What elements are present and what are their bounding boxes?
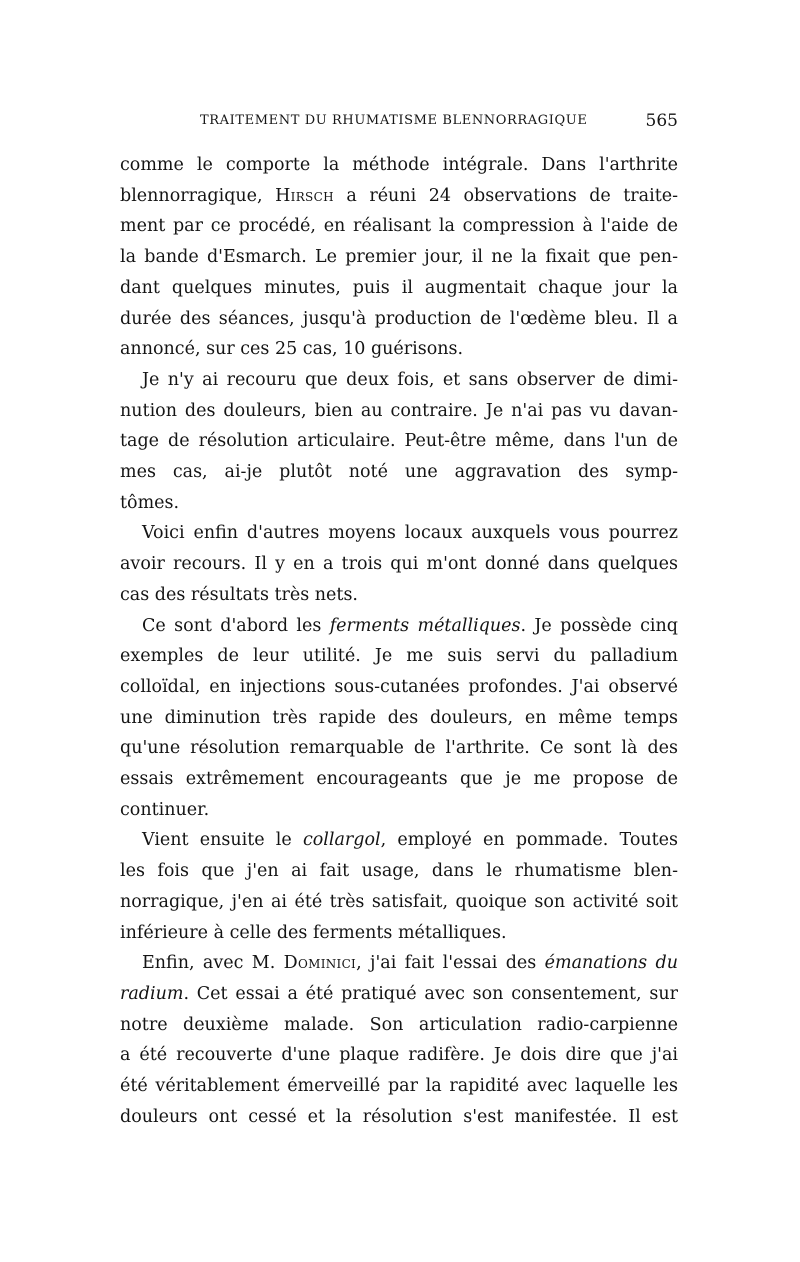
- text-line: Je n'y ai recouru que deux fois, et sans observer de dimi-: [142, 369, 678, 390]
- styled-phrase: Hirsch: [275, 185, 334, 206]
- text-line: exemples de leur utilité. Je me suis servi du palladium: [120, 646, 678, 667]
- text-line: essais extrêmement encourageants que je me propose de: [120, 769, 678, 790]
- paragraph-3: [120, 518, 678, 610]
- text-line: la bande d'Esmarch. Le premier jour, il ne la fixait que pen-: [120, 247, 678, 268]
- text-line: colloïdal, en injections sous-cutanées profondes. J'ai observé: [120, 676, 678, 697]
- text-line: norragique, j'en ai été très satisfait, quoique son activité soit: [120, 891, 678, 912]
- page-number: 565: [645, 111, 678, 131]
- text-line: inférieure à celle des ferments métalliques.: [120, 922, 507, 943]
- text-line: tage de résolution articulaire. Peut-être même, dans l'un de: [120, 431, 678, 452]
- text-line: Ce sont d'abord les ferments métalliques. Je possède cinq: [142, 615, 678, 636]
- text-line: a été recouverte d'une plaque radifère. Je dois dire que j'ai: [120, 1045, 678, 1066]
- running-head: [120, 113, 678, 135]
- text-line: cas des résultats très nets.: [120, 584, 358, 605]
- text-line: Voici enfin d'autres moyens locaux auxquels vous pourrez: [142, 523, 678, 544]
- text-line: durée des séances, jusqu'à production de l'œdème bleu. Il a: [120, 308, 678, 329]
- text-line: radium. Cet essai a été pratiqué avec son consentement, sur: [120, 983, 678, 1004]
- text-line: ment par ce procédé, en réalisant la compression à l'aide de: [120, 216, 678, 237]
- paragraph-6: [120, 948, 678, 1132]
- paragraph-4: [120, 611, 678, 826]
- text-line: qu'une résolution remarquable de l'arthrite. Ce sont là des: [120, 738, 678, 759]
- text-line: douleurs ont cessé et la résolution s'est manifestée. Il est: [120, 1106, 678, 1127]
- text-line: une diminution très rapide des douleurs, en même temps: [120, 707, 678, 728]
- paragraph-5: [120, 825, 678, 948]
- styled-phrase: radium: [120, 983, 184, 1004]
- running-title: TRAITEMENT DU RHUMATISME BLENNORRAGIQUE: [200, 113, 588, 128]
- styled-phrase: collargol: [302, 830, 381, 851]
- text-line: été véritablement émerveillé par la rapidité avec laquelle les: [120, 1076, 678, 1097]
- text-line: annoncé, sur ces 25 cas, 10 guérisons.: [120, 339, 464, 360]
- text-line: [120, 181, 678, 212]
- styled-phrase: Dominici: [283, 953, 357, 974]
- text-line: [120, 948, 678, 979]
- text-line: tômes.: [120, 492, 180, 513]
- paragraph-1: [120, 150, 678, 365]
- paragraph-2: [120, 365, 678, 519]
- text-line: mes cas, ai-je plutôt noté une aggravation des symp-: [120, 462, 678, 483]
- text-line: dant quelques minutes, puis il augmentait chaque jour la: [120, 277, 678, 298]
- text-line: continuer.: [120, 799, 210, 820]
- styled-phrase: émanations du: [544, 953, 679, 974]
- body-text: [120, 150, 678, 1133]
- text-line: notre deuxième malade. Son articulation radio-carpienne: [120, 1014, 678, 1035]
- text-line: les fois que j'en ai fait usage, dans le rhumatisme blen-: [120, 861, 678, 882]
- text-fragment: Enfin, avec M. Dominici, j'ai fait l'essai des: [142, 953, 545, 974]
- text-line: comme le comporte la méthode intégrale. Dans l'arthrite: [120, 155, 678, 175]
- styled-phrase: ferments métalliques: [329, 615, 521, 636]
- text-line: nution des douleurs, bien au contraire. Je n'ai pas vu davan-: [120, 400, 678, 421]
- text-fragment: blennorragique, Hirsch a réuni 24 observations de traite-: [120, 185, 679, 206]
- text-line: avoir recours. Il y en a trois qui m'ont donné dans quelques: [120, 554, 678, 575]
- text-line: Vient ensuite le collargol, employé en pommade. Toutes: [142, 830, 678, 851]
